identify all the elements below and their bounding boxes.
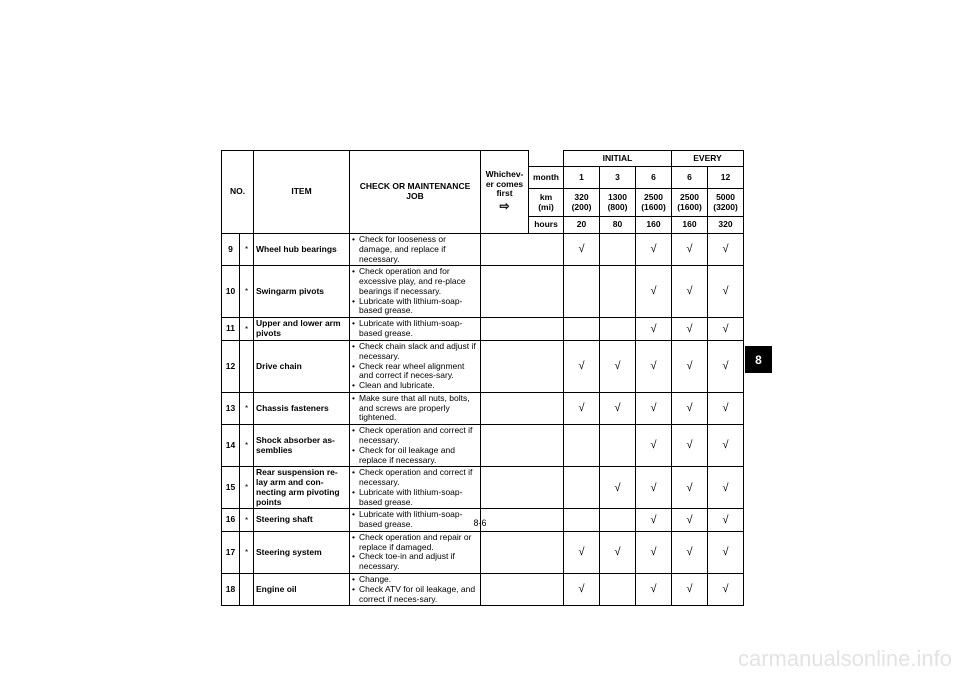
check-cell: √: [636, 509, 672, 532]
row-item: Shock absorber as-semblies: [254, 425, 350, 467]
row-jobs: [350, 318, 481, 341]
row-star: [240, 573, 254, 605]
row-number: 9: [222, 234, 240, 266]
check-cell: [564, 467, 600, 509]
row-whichever-cell: [481, 531, 564, 573]
table-row: [222, 531, 744, 573]
header-hours: 160: [672, 217, 708, 234]
check-cell: √: [672, 234, 708, 266]
table-row: [222, 266, 744, 318]
row-whichever-cell: [481, 234, 564, 266]
check-cell: √: [708, 467, 744, 509]
row-item: Upper and lower arm pivots: [254, 318, 350, 341]
job-item: • Lubricate with lithium-soap-based grease.: [352, 297, 478, 317]
job-item: • Make sure that all nuts, bolts, and screws are properly tightened.: [352, 394, 478, 423]
row-whichever-cell: [481, 318, 564, 341]
job-item: • Check rear wheel alignment and correct if neces-sary.: [352, 362, 478, 382]
watermark: carmanualsonline.info: [737, 646, 952, 671]
row-whichever-cell: [481, 266, 564, 318]
job-item: • Check operation and repair or replace if damaged.: [352, 533, 478, 553]
job-item: • Lubricate with lithium-soap-based grease.: [352, 510, 478, 530]
header-no: NO.: [222, 151, 254, 234]
check-cell: [600, 425, 636, 467]
row-item: Steering shaft: [254, 509, 350, 532]
job-item: • Check chain slack and adjust if necessary.: [352, 342, 478, 362]
check-cell: [600, 318, 636, 341]
job-item: • Clean and lubricate.: [352, 381, 478, 391]
header-hours: 160: [636, 217, 672, 234]
job-item: • Change.: [352, 575, 478, 585]
section-tab: 8: [745, 346, 772, 373]
row-number: 12: [222, 341, 240, 393]
header-month: 12: [708, 167, 744, 189]
check-cell: √: [672, 573, 708, 605]
header-km: 5000 (3200): [708, 189, 744, 217]
table-row: [222, 425, 744, 467]
row-whichever-cell: [481, 425, 564, 467]
row-whichever-cell: [481, 467, 564, 509]
header-km: 1300 (800): [600, 189, 636, 217]
check-cell: √: [672, 392, 708, 424]
table-row: [222, 234, 744, 266]
row-number: 13: [222, 392, 240, 424]
header-hours-label: hours: [529, 217, 564, 234]
job-item: • Lubricate with lithium-soap-based grease.: [352, 319, 478, 339]
header-hours: 320: [708, 217, 744, 234]
check-cell: √: [636, 573, 672, 605]
job-item: • Check operation and correct if necessary.: [352, 468, 478, 488]
check-cell: √: [636, 318, 672, 341]
check-cell: √: [708, 234, 744, 266]
check-cell: [564, 425, 600, 467]
job-item: • Check for looseness or damage, and replace if necessary.: [352, 235, 478, 264]
row-jobs: [350, 573, 481, 605]
check-cell: √: [564, 234, 600, 266]
header-month-label: month: [529, 167, 564, 189]
header-job: CHECK OR MAINTENANCE JOB: [350, 151, 481, 234]
header-month: 3: [600, 167, 636, 189]
header-month: 1: [564, 167, 600, 189]
job-item: • Check ATV for oil leakage, and correct if neces-sary.: [352, 585, 478, 605]
check-cell: √: [636, 266, 672, 318]
row-item: Swingarm pivots: [254, 266, 350, 318]
row-number: 16: [222, 509, 240, 532]
job-list: [352, 426, 478, 465]
row-number: 15: [222, 467, 240, 509]
row-item: Drive chain: [254, 341, 350, 393]
header-km: 320 (200): [564, 189, 600, 217]
row-item: Steering system: [254, 531, 350, 573]
check-cell: √: [708, 425, 744, 467]
row-jobs: [350, 341, 481, 393]
check-cell: √: [564, 573, 600, 605]
job-item: • Check operation and correct if necessary.: [352, 426, 478, 446]
row-item: Wheel hub bearings: [254, 234, 350, 266]
row-jobs: [350, 392, 481, 424]
job-list: [352, 235, 478, 264]
job-list: [352, 319, 478, 339]
check-cell: √: [636, 392, 672, 424]
header-month: 6: [636, 167, 672, 189]
row-number: 11: [222, 318, 240, 341]
row-number: 14: [222, 425, 240, 467]
job-item: • Check for oil leakage and replace if necessary.: [352, 446, 478, 466]
row-whichever-cell: [481, 573, 564, 605]
row-jobs: [350, 531, 481, 573]
row-star: *: [240, 467, 254, 509]
check-cell: √: [636, 425, 672, 467]
check-cell: [564, 318, 600, 341]
header-km: 2500 (1600): [636, 189, 672, 217]
row-item: Chassis fasteners: [254, 392, 350, 424]
job-list: [352, 468, 478, 507]
row-star: *: [240, 509, 254, 532]
check-cell: [564, 266, 600, 318]
check-cell: √: [636, 531, 672, 573]
check-cell: √: [672, 509, 708, 532]
check-cell: √: [600, 531, 636, 573]
job-item: • Check toe-in and adjust if necessary.: [352, 552, 478, 572]
header-km: 2500 (1600): [672, 189, 708, 217]
check-cell: [600, 266, 636, 318]
table-row: [222, 318, 744, 341]
row-item: Engine oil: [254, 573, 350, 605]
check-cell: √: [564, 341, 600, 393]
check-cell: √: [636, 234, 672, 266]
check-cell: √: [564, 531, 600, 573]
check-cell: √: [672, 531, 708, 573]
header-hours: 20: [564, 217, 600, 234]
check-cell: √: [708, 509, 744, 532]
job-item: • Lubricate with lithium-soap-based grease.: [352, 488, 478, 508]
row-star: *: [240, 318, 254, 341]
check-cell: √: [636, 341, 672, 393]
table-row: [222, 341, 744, 393]
check-cell: √: [708, 573, 744, 605]
header-km-label: km (mi): [529, 189, 564, 217]
arrow-right-icon: ⇨: [499, 199, 510, 214]
check-cell: √: [708, 318, 744, 341]
row-jobs: [350, 425, 481, 467]
check-cell: √: [672, 425, 708, 467]
row-jobs: [350, 266, 481, 318]
check-cell: √: [708, 266, 744, 318]
job-list: [352, 575, 478, 604]
check-cell: √: [708, 341, 744, 393]
check-cell: √: [708, 392, 744, 424]
row-star: *: [240, 266, 254, 318]
header-initial: INITIAL: [564, 151, 672, 167]
row-star: *: [240, 392, 254, 424]
header-blank: [529, 151, 564, 167]
check-cell: √: [600, 341, 636, 393]
header-month: 6: [672, 167, 708, 189]
check-cell: √: [672, 266, 708, 318]
header-whichever: [481, 151, 529, 234]
check-cell: [600, 234, 636, 266]
job-list: [352, 342, 478, 391]
check-cell: [600, 573, 636, 605]
row-jobs: [350, 234, 481, 266]
check-cell: √: [600, 392, 636, 424]
header-item: ITEM: [254, 151, 350, 234]
check-cell: √: [672, 341, 708, 393]
row-number: 10: [222, 266, 240, 318]
check-cell: √: [708, 531, 744, 573]
page-number: 8-6: [473, 518, 487, 528]
row-whichever-cell: [481, 341, 564, 393]
table-row: [222, 392, 744, 424]
row-star: [240, 341, 254, 393]
row-number: 18: [222, 573, 240, 605]
check-cell: √: [564, 392, 600, 424]
row-jobs: [350, 467, 481, 509]
check-cell: √: [672, 467, 708, 509]
check-cell: √: [636, 467, 672, 509]
row-star: *: [240, 531, 254, 573]
job-list: [352, 394, 478, 423]
row-whichever-cell: [481, 392, 564, 424]
job-list: [352, 267, 478, 316]
check-cell: √: [672, 318, 708, 341]
check-cell: √: [600, 467, 636, 509]
row-star: *: [240, 425, 254, 467]
row-star: *: [240, 234, 254, 266]
header-whichever-text: Whichev-er comes first: [485, 168, 524, 199]
job-list: [352, 533, 478, 572]
maintenance-table: [221, 150, 744, 606]
header-every: EVERY: [672, 151, 744, 167]
table-row: [222, 467, 744, 509]
header-hours: 80: [600, 217, 636, 234]
job-item: • Check operation and for excessive play, and re-place bearings if necessary.: [352, 267, 478, 296]
row-number: 17: [222, 531, 240, 573]
table-row: [222, 573, 744, 605]
row-item: Rear suspension re-lay arm and con-necting arm pivoting points: [254, 467, 350, 509]
